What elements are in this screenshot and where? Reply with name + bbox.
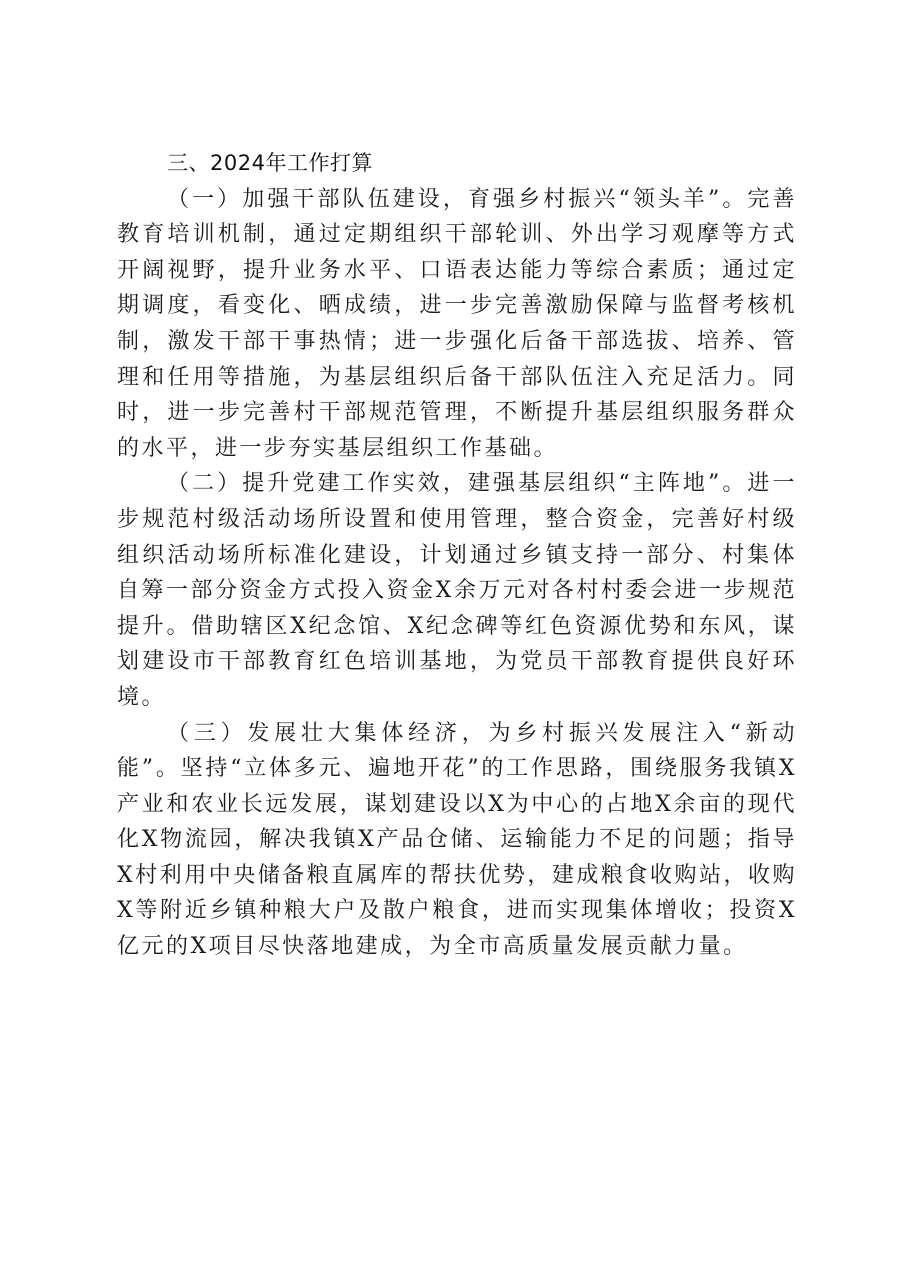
section-heading: 三、2024年工作打算 bbox=[167, 151, 373, 175]
paragraph-party-building: （二）提升党建工作实效，建强基层组织“主阵地”。进一步规范村级活动场所设置和使用管理，整合资金，完善好村级组织活动场所标准化建设，计划通过乡镇支持一部分、村集体自筹一部分资金方式投入资金X余万元对各村村委会进一步规范提升。借助辖区X纪念馆、X纪念碑等红色资源优势和东风，谋划建设市干部教育红色培训基地，为党员干部教育提供良好环境。 bbox=[117, 471, 797, 710]
paragraph-collective-economy: （三）发展壮大集体经济，为乡村振兴发展注入“新动能”。坚持“立体多元、遍地开花”的工作思路，围绕服务我镇X产业和农业长远发展，谋划建设以X为中心的占地X余亩的现代化X物流园，解决我镇X产品仓储、运输能力不足的问题；指导X村利用中央储备粮直属库的帮扶优势，建成粮食收购站，收购X等附近乡镇种粮大户及散户粮食，进而实现集体增收；投资X亿元的X项目尽快落地建成，为全市高质量发展贡献力量。 bbox=[117, 720, 797, 960]
document-body bbox=[117, 146, 797, 965]
paragraph-cadre-team: （一）加强干部队伍建设，育强乡村振兴“领头羊”。完善教育培训机制，通过定期组织干部轮训、外出学习观摩等方式开阔视野，提升业务水平、口语表达能力等综合素质；通过定期调度，看变化、晒成绩，进一步完善激励保障与监督考核机制，激发干部干事热情；进一步强化后备干部选拔、培养、管理和任用等措施，为基层组织后备干部队伍注入充足活力。同时，进一步完善村干部规范管理，不断提升基层组织服务群众的水平，进一步夯实基层组织工作基础。 bbox=[117, 186, 797, 461]
